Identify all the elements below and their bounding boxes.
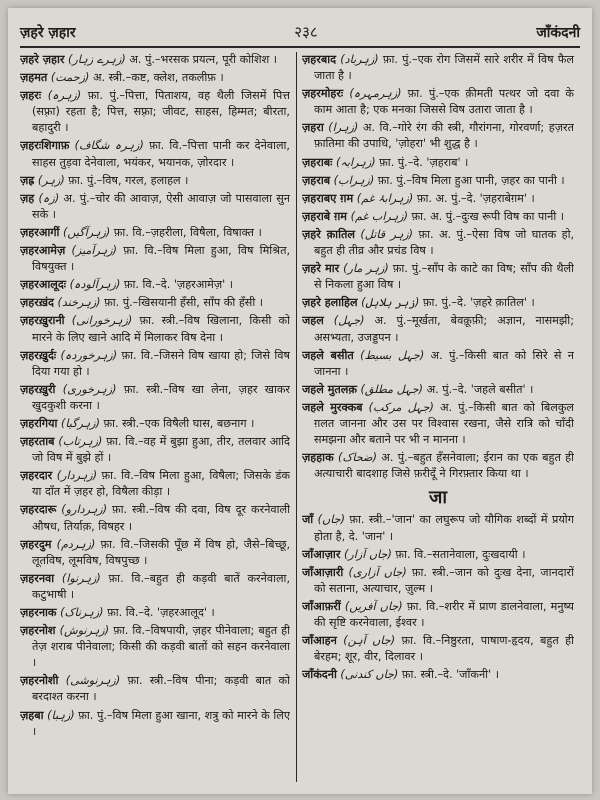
entry-headword: ज़हरआलूदः <box>20 278 67 292</box>
entry-headword: जहले मुरक्कब <box>302 400 363 414</box>
entry-headword: ज़हरताब <box>20 435 55 449</box>
entry-urdu-spelling: (جاں) <box>317 513 345 527</box>
entry-urdu-spelling: (زہرخورانی) <box>71 314 133 328</box>
entry-urdu-spelling: (جہل) <box>333 314 365 328</box>
entry-definition: फ़ा. वि.–बहुत ही कड़वी बातें करनेवाला, कटुभाषी । <box>32 571 290 601</box>
entry-urdu-spelling: (زہرمہرہ) <box>349 87 402 101</box>
entry-definition: फ़ा. पुं.–विष मिला हुआ पानी, ज़हर का पानी । <box>377 173 565 187</box>
dictionary-entry <box>302 173 574 189</box>
entry-urdu-spelling: (جہل مطلق) <box>360 382 423 396</box>
entry-urdu-spelling: (جہل مرکب) <box>368 400 434 414</box>
entry-headword: जाँकंदनी <box>302 668 337 682</box>
entry-urdu-spelling: (زہرخند) <box>57 296 101 310</box>
entry-definition: फ़ा. वि.–दे. 'ज़हरआलूद' । <box>107 606 215 619</box>
entry-definition: फ़ा. वि.–विष मिला हुआ, विष मिश्रित, विषयुक्त । <box>32 244 290 274</box>
entry-definition: अ. वि.–गोरे रंग की स्त्री, गौरांगना, गोरवर्णा; हज़रत फ़ातिमा की उपाधि, 'ज़ोहरा' भी शुद्ध है । <box>314 121 574 151</box>
entry-definition: फ़ा. स्त्री.–जान को दुःख देना, जानदारों को सताना, अत्याचार, ज़ुल्म । <box>314 565 574 595</box>
entry-urdu-spelling: (زہرنوشی) <box>65 674 121 688</box>
entry-urdu-spelling: (زہرآلودہ) <box>69 278 121 292</box>
entry-urdu-spelling: (زہرہ) <box>47 89 82 103</box>
entry-urdu-spelling: (زہراب) <box>333 173 375 187</box>
dictionary-entry <box>302 86 574 118</box>
dictionary-entry <box>20 88 290 136</box>
entry-urdu-spelling: (زہر قاتل) <box>360 227 414 241</box>
entry-urdu-spelling: (جاں کندنی) <box>340 668 399 682</box>
entry-headword: जहले मुतलक़ <box>302 382 357 396</box>
dictionary-entry <box>302 120 574 152</box>
entry-headword: ज़हरनाक <box>20 606 57 619</box>
entry-definition: अ. पुं.–किसी बात को सिरे से न जानना । <box>314 348 574 378</box>
entry-urdu-spelling: (زہرباد) <box>340 53 379 66</box>
entry-headword: ज़हहाक <box>302 451 334 465</box>
entry-urdu-spelling: (زہرخوری) <box>62 382 117 396</box>
dictionary-entry <box>20 468 290 500</box>
entry-urdu-spelling: (زہبا) <box>47 708 75 722</box>
dictionary-entry <box>20 70 290 86</box>
entry-urdu-spelling: (زہرنوا) <box>61 571 101 585</box>
entry-definition: अ. पुं.–भरसक प्रयत्न, पूरी कोशिश । <box>129 53 278 66</box>
guide-word-right: जाँकंदनी <box>536 24 580 41</box>
dictionary-entry <box>302 450 574 482</box>
entry-headword: ज़हरे क़ातिल <box>302 227 355 241</box>
entry-definition: फ़ा. वि.–पित्ता पानी कर देनेवाला, साहस तुड़वा देनेवाला, भयंकर, भयानक, ज़ोरदार । <box>32 139 290 169</box>
entry-definition: फ़ा. वि.–सतानेवाला, दुःखदायी । <box>395 547 526 561</box>
entry-headword: ज़हरः <box>20 89 42 103</box>
dictionary-entry <box>302 633 574 665</box>
entry-headword: ज़हरख़ंद <box>20 296 54 310</box>
dictionary-entry <box>302 155 574 171</box>
entry-definition: फ़ा. पुं.–एक रोग जिसमें सारे शरीर में विष फैल जाता है । <box>314 53 574 83</box>
entry-definition: फ़ा. पुं.–पित्ता, पिताशय, वह थैली जिसमें पित्त (सफ़्रा) रहता है; पित्त, सफ़्रा; जीवट, साहस, हिम्मत; बीरता, बहादुरी । <box>32 89 290 135</box>
entry-headword: ज़हराबए ग़म <box>302 191 354 205</box>
page-number: २३८ <box>294 23 318 41</box>
header-rule <box>20 46 580 48</box>
entry-definition: फ़ा. स्त्री.–दे. 'जाँकनी' । <box>401 668 499 682</box>
entry-definition: फ़ा. पुं.–विष मिला हुआ खाना, शत्रु को मारने के लिए । <box>32 708 290 738</box>
entry-headword: जाँ <box>302 513 314 527</box>
entry-urdu-spelling: (زحمت) <box>50 71 90 85</box>
entry-definition: फ़ा. स्त्री.–विष पीना; कड़वी बात को बरदाश्त करना । <box>32 674 290 704</box>
entry-definition: फ़ा. पुं.–एक क़ीमती पत्थर जो दवा के काम आता है; एक मनका जिससे विष उतारा जाता है । <box>314 87 574 117</box>
entry-urdu-spelling: (زہر) <box>37 173 65 187</box>
entry-definition: अ. पुं.–मूर्खता, बेवक़ूफ़ी; अज्ञान, नासमझी; असभ्यता, उजड्डपन । <box>314 314 574 344</box>
entry-urdu-spelling: (زہرا) <box>328 121 359 135</box>
dictionary-entry <box>20 243 290 275</box>
entry-urdu-spelling: (زہ) <box>38 191 60 205</box>
column-divider <box>296 52 297 782</box>
entry-urdu-spelling: (زہرہ شگاف) <box>74 139 144 153</box>
dictionary-entry <box>20 313 290 345</box>
entry-urdu-spelling: (جاں آفریں) <box>344 599 403 613</box>
entry-headword: ज़हरनोश <box>20 624 56 638</box>
entry-urdu-spelling: (زہرناک) <box>60 606 104 619</box>
entry-headword: ज़हरआगीं <box>20 225 60 239</box>
entry-urdu-spelling: (جاں آہن) <box>343 634 396 648</box>
entry-urdu-spelling: (زہردارو) <box>61 503 108 517</box>
entry-headword: ज़हरगिया <box>20 416 58 430</box>
dictionary-entry <box>302 512 574 544</box>
entry-urdu-spelling: (جاں آزار) <box>343 547 392 561</box>
entry-definition: फ़ा. पुं.–खिसयानी हँसी, साँप की हँसी । <box>104 296 264 310</box>
dictionary-entry <box>20 173 290 189</box>
entry-definition: फ़ा. वि.–निष्ठुरता, पाषाण-हृदय, बहुत ही बेरहम; शूर, वीर, दिलावर । <box>314 634 574 664</box>
entry-definition: फ़ा. वि.–शरीर में प्राण डालनेवाला, मनुष्य की सृष्टि करनेवाला, ईश्वर । <box>314 599 574 629</box>
entry-headword: ज़हरे हलाहिल <box>302 296 358 310</box>
dictionary-entry <box>302 295 574 311</box>
entry-headword: जाँआज़ार <box>302 547 341 561</box>
dictionary-entry <box>302 400 574 448</box>
dictionary-entry <box>302 313 574 345</box>
dictionary-entry <box>302 667 574 683</box>
entry-urdu-spelling: (زہر ہلاہل) <box>361 296 420 310</box>
entry-headword: ज़हबा <box>20 708 44 722</box>
entry-urdu-spelling: (زہرنوش) <box>59 624 110 638</box>
entry-headword: ज़हरख़ुरानी <box>20 314 65 328</box>
entry-definition: फ़ा. पुं.–दे. 'ज़हराब' । <box>379 155 469 169</box>
dictionary-entry <box>302 547 574 563</box>
dictionary-entry <box>20 191 290 223</box>
dictionary-entry <box>20 295 290 311</box>
entry-definition: फ़ा. पुं.–विष, गरल, हलाहल । <box>68 173 189 187</box>
entry-urdu-spelling: (زہردار) <box>56 469 98 483</box>
dictionary-entry <box>302 52 574 84</box>
dictionary-page <box>8 8 592 794</box>
entry-urdu-spelling: (زہرابۂ غم) <box>356 191 414 205</box>
dictionary-entry <box>20 537 290 569</box>
dictionary-entry <box>302 599 574 631</box>
entry-definition: फ़ा. अ. पुं.–दुःख रूपी विष का पानी । <box>411 209 565 223</box>
entry-headword: ज़हरआमेज़ <box>20 244 66 258</box>
entry-definition: अ. पुं.–किसी बात को बिलकुल ग़लत जानना और उस पर विश्वास रखना, जैसे रात्रि को चाँदी समझना और बताने पर भी न मानना । <box>314 400 574 447</box>
entry-definition: फ़ा. वि.–विष मिला हुआ, विषैला; जिसके डंक या दाँत में ज़हर हो, विषैला कीड़ा । <box>32 469 290 499</box>
dictionary-entry <box>302 209 574 225</box>
entry-headword: ज़हरदुम <box>20 537 52 551</box>
entry-definition: फ़ा. स्त्री.–विष खा लेना, ज़हर खाकर खुदकुशी करना । <box>32 382 290 412</box>
entry-headword: जाँआफ़रीं <box>302 599 341 613</box>
entry-definition: फ़ा. वि.–जिसने विष खाया हो; जिसे विष दिया गया हो । <box>32 348 290 378</box>
entry-urdu-spelling: (زہرے زہار) <box>68 53 126 66</box>
entry-definition: फ़ा. स्त्री.–विष की दवा, विष दूर करनेवाली औषध, तिर्याक़, विषहर । <box>32 503 290 533</box>
entry-urdu-spelling: (ضحاک) <box>338 451 377 465</box>
entry-headword: ज़हरे मार <box>302 262 340 276</box>
entry-definition: फ़ा. अ. पुं.–दे. 'ज़हराबेग़म' । <box>416 191 535 205</box>
entry-headword: ज़हराबः <box>302 155 333 169</box>
dictionary-entry <box>20 571 290 603</box>
dictionary-entry <box>20 502 290 534</box>
entry-definition: फ़ा. स्त्री.–एक विषैली घास, बछनाग । <box>103 416 255 430</box>
entry-definition: फ़ा. वि.–ज़हरीला, विषैला, विषाक्त । <box>113 225 262 239</box>
dictionary-entry <box>20 416 290 432</box>
entry-headword: ज़हमत <box>20 71 48 85</box>
entry-headword: ज़हरख़ुर्दः <box>20 348 57 362</box>
entry-headword: ज़हरा <box>302 121 324 135</box>
entry-headword: जाँआज़ारी <box>302 565 344 579</box>
entry-definition: फ़ा. वि.–वह में बुझा हुआ, तीर, तलवार आदि जो विष में बुझे हों । <box>32 435 290 465</box>
dictionary-entry <box>20 52 290 68</box>
dictionary-entry <box>302 261 574 293</box>
entry-headword: ज़हरःशिगाफ़ <box>20 139 70 153</box>
entry-headword: ज़ह्र <box>20 173 35 187</box>
dictionary-entry <box>20 138 290 170</box>
section-heading: जा <box>428 487 448 509</box>
dictionary-entry <box>302 565 574 597</box>
left-column <box>20 52 290 782</box>
guide-word-left: ज़हरे ज़हार <box>20 24 76 41</box>
entry-headword: ज़हराब <box>302 173 331 187</box>
dictionary-entry <box>20 623 290 671</box>
right-column <box>302 52 574 782</box>
dictionary-entry <box>20 605 290 621</box>
entry-headword: ज़हरे ज़हार <box>20 53 65 66</box>
entry-definition: फ़ा. पुं.–साँप के काटे का विष; साँप की थैली से निकला हुआ विष । <box>314 262 574 292</box>
entry-definition: फ़ा. स्त्री.–'जान' का लघुरूप जो यौगिक शब्दों में प्रयोग होता है, दे. 'जान' । <box>314 513 574 543</box>
entry-definition: फ़ा. अ. पुं.–ऐसा विष जो घातक हो, बहुत ही तीव्र और प्रचंड विष । <box>314 227 574 258</box>
dictionary-entry <box>302 348 574 380</box>
entry-headword: जहले बसीत <box>302 348 354 362</box>
entry-urdu-spelling: (جہل بسیط) <box>360 348 425 362</box>
entry-definition: अ. पुं.–बहुत हँसनेवाला; ईरान का एक बहुत ही अत्याचारी बादशाह जिसे फ़रीदूँ ने गिरफ़्तार किया था । <box>314 451 574 481</box>
entry-urdu-spelling: (جاں آزاری) <box>348 565 407 579</box>
dictionary-entry <box>20 382 290 414</box>
dictionary-entry <box>302 382 574 398</box>
entry-urdu-spelling: (زہردم) <box>56 537 96 551</box>
entry-urdu-spelling: (زہرابہ) <box>335 155 376 169</box>
entry-headword: ज़हरख़ुरी <box>20 382 56 396</box>
entry-urdu-spelling: (زہرآگیں) <box>63 225 111 239</box>
entry-urdu-spelling: (زہراب غم) <box>350 209 408 223</box>
entry-definition: अ. स्त्री.–कष्ट, क्लेश, तकलीफ़ । <box>92 71 224 85</box>
entry-urdu-spelling: (زہرگیا) <box>60 416 100 430</box>
dictionary-entry <box>20 434 290 466</box>
entry-definition: फ़ा. पुं.–दे. 'ज़हरे क़ातिल' । <box>422 296 535 310</box>
dictionary-entry <box>20 225 290 241</box>
dictionary-entry <box>20 277 290 293</box>
entry-headword: ज़हरमोहरः <box>302 87 344 101</box>
entry-definition: फ़ा. वि.–दे. 'ज़हरआमेज़' । <box>123 278 234 292</box>
dictionary-entry <box>302 227 574 259</box>
entry-headword: जहल <box>302 314 324 328</box>
entry-headword: ज़हराबे ग़म <box>302 209 347 223</box>
entry-headword: ज़हरदारू <box>20 503 57 517</box>
dictionary-entry <box>20 673 290 705</box>
entry-definition: अ. पुं.–चोर की आवाज़, ऐसी आवाज़ जो पासवाला सुन सके । <box>32 191 290 221</box>
page-header <box>20 20 580 44</box>
entry-headword: ज़हरदार <box>20 469 53 483</box>
entry-headword: ज़हरनोशी <box>20 674 59 688</box>
entry-urdu-spelling: (زہرآمیز) <box>71 244 117 258</box>
entry-definition: फ़ा. वि.–विषपायी, ज़हर पीनेवाला; बहुत ही तेज़ शराब पीनेवाला; किसी की कड़वी बातों को सहन करनेवाला । <box>32 624 290 670</box>
entry-headword: जाँआहन <box>302 634 337 648</box>
entry-definition: फ़ा. वि.–जिसकी पूँछ में विष हो, जैसे–बिच्छू, लूतविष, लूमविष, विषपुच्छ । <box>32 537 290 567</box>
entry-headword: ज़ह <box>20 191 35 205</box>
entry-headword: ज़हरबाद <box>302 53 337 66</box>
entry-definition: फ़ा. स्त्री.–विष खिलाना, किसी को मारने के लिए खाने आदि में मिलाकर विष देना । <box>32 314 290 344</box>
entry-urdu-spelling: (زہرتاب) <box>58 435 103 449</box>
entry-urdu-spelling: (زہر مار) <box>343 262 389 276</box>
dictionary-entry <box>20 708 290 740</box>
entry-definition: अ. पुं.–दे. 'जहले बसीत' । <box>426 382 534 396</box>
dictionary-entry <box>302 191 574 207</box>
entry-headword: ज़हरनवा <box>20 571 55 585</box>
dictionary-entry <box>20 348 290 380</box>
entry-urdu-spelling: (زہرخوردہ) <box>60 348 118 362</box>
